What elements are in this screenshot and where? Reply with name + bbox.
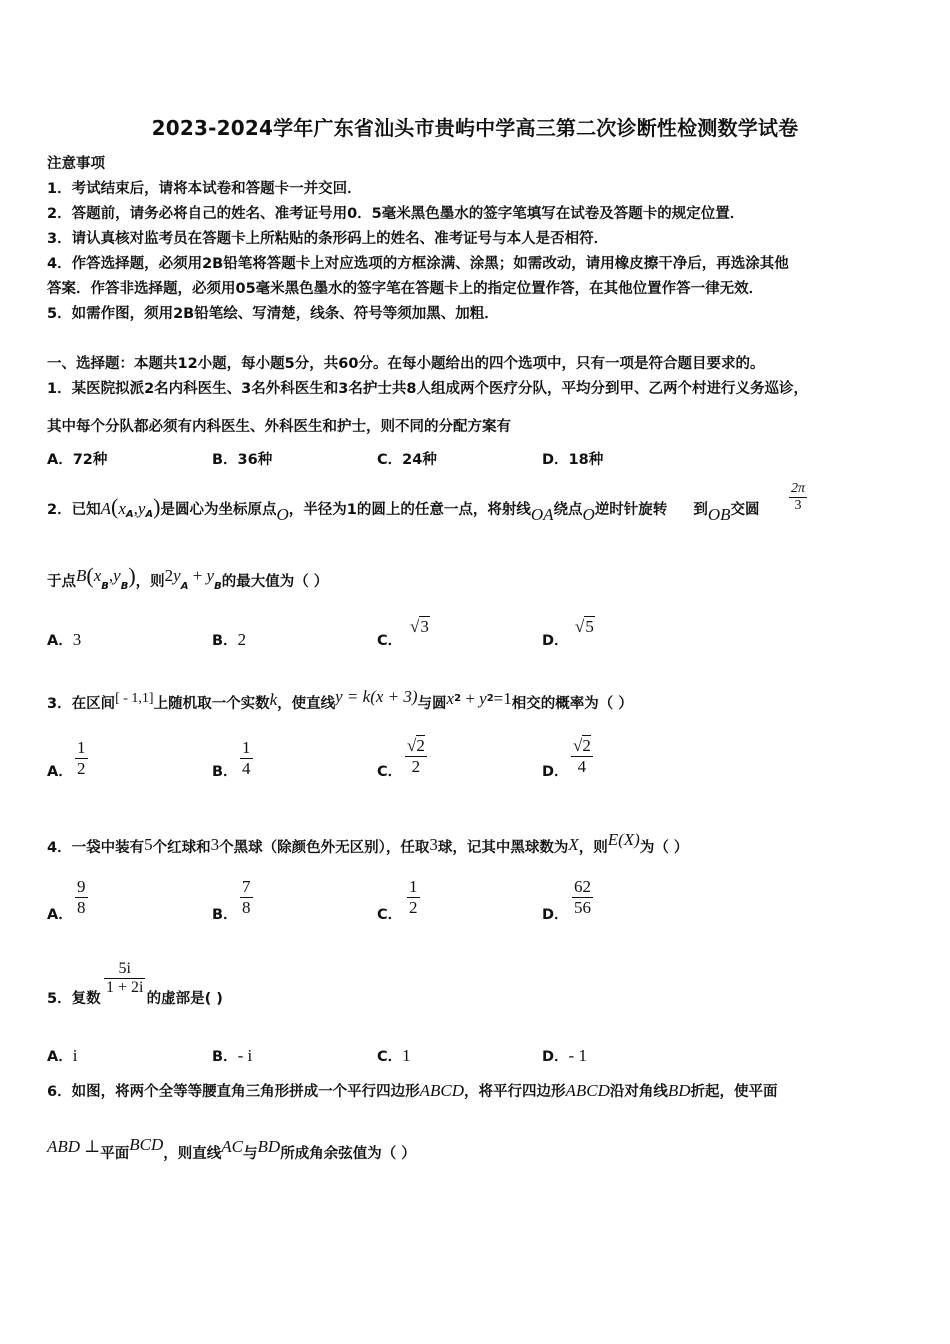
q4-x: X [568, 835, 579, 854]
option-label: C． [377, 1049, 403, 1065]
sqrt-radicand: 5 [585, 617, 594, 636]
page-title: 2023-2024学年广东省汕头市贵屿中学高三第二次诊断性检测数学试卷 [151, 116, 799, 140]
frac-den: 2 [409, 898, 418, 917]
q4-ex: E(X) [607, 830, 640, 849]
q3-text: ，使直线 [277, 696, 336, 712]
frac-den: 2 [77, 759, 86, 778]
q6-text: 折起，使平面 [690, 1084, 778, 1100]
q4-num-3b: 3 [429, 835, 438, 854]
sqrt-radicand: 3 [420, 617, 429, 636]
q2-option-c-sqrt: √3 [410, 617, 429, 636]
q2-yb2: y [206, 566, 215, 585]
notice-item: 答案．作答非选择题，必须用05毫米黑色墨水的签字笔在答题卡上的指定位置作答，在其他位置作答一律无效． [47, 281, 764, 297]
q2-xb: x [93, 566, 102, 585]
option-label: B． [212, 633, 238, 649]
q2-text: 交圆 [730, 502, 760, 518]
q6-text: 所成角余弦值为（ ） [280, 1146, 416, 1162]
q2-ya: y [137, 499, 146, 518]
q2-text: 绕点 [553, 502, 583, 518]
q4-text: 个红球和 [152, 840, 211, 856]
option-label: C． [377, 633, 403, 649]
notice-item: 1．考试结束后，请将本试卷和答题卡一并交回． [47, 181, 362, 197]
q2-xa: x [118, 499, 126, 518]
q4-option-c: C． [377, 907, 403, 923]
q2-text: 2．已知 [47, 502, 101, 518]
q4-option-d: D． [542, 907, 569, 923]
q3-circle-rhs: =1 [493, 689, 512, 708]
frac-den: 8 [77, 898, 86, 917]
frac-num: 7 [242, 877, 251, 896]
q3-option-a: A． [47, 764, 73, 780]
q4-option-c-fraction [407, 877, 420, 918]
q3-text: 3．在区间 [47, 696, 116, 712]
q4-option-b-fraction [240, 877, 253, 918]
question-3: 3．在区间[ - 1,1]上随机取一个实数k，使直线y = k(x + 3)与圆$x^2 + y^2=1$相交的概率为（ ） [47, 687, 633, 712]
q2-yb: y [113, 566, 121, 585]
q2-sub: A [180, 581, 189, 592]
q6-text: 6．如图，将两个全等等腰直角三角形拼成一个平行四边形 [47, 1084, 420, 1100]
notice-item: 3．请认真核对监考员在答题卡上所粘贴的条形码上的姓名、准考证号与本人是否相符． [47, 231, 609, 247]
option-label: B． [212, 1049, 238, 1065]
q2-rot-num: 2π [791, 481, 806, 496]
q3-text: 上随机取一个实数 [153, 696, 270, 712]
q2-text: 逆时针旋转 [594, 502, 668, 518]
q3-line-equation: y = k(x + 3) [335, 687, 418, 706]
q2-text: ，半径为1的圆上的任意一点，将射线 [288, 502, 531, 518]
q2-text: 是圆心为坐标原点 [160, 502, 277, 518]
frac-den: 8 [242, 898, 251, 917]
frac-num: 1 [242, 738, 251, 757]
q6-text: ，将平行四边形 [463, 1084, 566, 1100]
notice-heading: 注意事项 [47, 156, 105, 172]
frac-den: 4 [242, 759, 251, 778]
frac-den: 56 [574, 898, 591, 917]
frac-num: 1 [409, 877, 418, 896]
q3-option-a-fraction [75, 738, 88, 779]
frac-num: 1 [77, 738, 86, 757]
q6-bd: BD [667, 1081, 691, 1100]
q6-text: 沿对角线 [609, 1084, 668, 1100]
question-1-line-2: 其中每个分队都必须有内科医生、外科医生和护士，则不同的分配方案有 [47, 419, 511, 435]
frac-num: 62 [574, 877, 591, 896]
q1-option-a: A．72种 [47, 452, 108, 468]
q2-two: 2 [164, 566, 174, 585]
q4-option-a-fraction [75, 877, 88, 918]
q2-ob: OB [707, 505, 731, 524]
q2-sub: B [214, 581, 222, 592]
q6-bd: BD [257, 1137, 281, 1156]
question-2-line-1: 2．已知$A(x_A,y_A)$是圆心为坐标原点O，半径为1的圆上的任意一点，将射线OA绕点O逆时针旋转 到OB交圆 [47, 494, 760, 524]
q2-sub: B [120, 581, 129, 592]
q4-option-b: B． [212, 907, 238, 923]
q2-text: 的最大值为（ ） [221, 574, 329, 590]
notice-item: 2．答题前，请务必将自己的姓名、准考证号用0．5毫米黑色墨水的签字笔填写在试卷及答题卡的规定位置． [47, 206, 745, 222]
q6-abd: ABD ⊥ [47, 1137, 101, 1156]
q2-o: O [582, 505, 595, 524]
q6-ac: AC [221, 1137, 244, 1156]
q3-option-b: B． [212, 764, 238, 780]
q4-num-3: 3 [210, 835, 220, 854]
frac-num-radicand: 2 [416, 736, 425, 755]
frac-num: 5i [118, 960, 131, 977]
frac-num: 9 [77, 877, 86, 896]
q5-fraction [104, 960, 145, 997]
q2-rotation-fraction [789, 481, 807, 514]
q1-option-c: C．24种 [377, 452, 437, 468]
option-value: 1 [402, 1046, 411, 1065]
q2-point-b: B [76, 566, 87, 585]
q2-ya2: y [173, 566, 181, 585]
option-value: - 1 [568, 1046, 587, 1065]
q2-option-c [377, 629, 402, 650]
option-label: D． [542, 1049, 569, 1065]
q3-option-d: D． [542, 764, 569, 780]
frac-den: 2 [411, 757, 421, 776]
q4-option-a: A． [47, 907, 73, 923]
notice-item: 4．作答选择题，必须用2B铅笔将答题卡上对应选项的方框涂满、涂黑；如需改动，请用橡皮擦干净后，再选涂其他 [47, 256, 789, 272]
option-label: A． [47, 1049, 73, 1065]
q2-sub: A [125, 509, 134, 520]
q3-text: 与圆 [417, 696, 447, 712]
question-6-line-2 [47, 1135, 416, 1163]
q2-o: O [276, 505, 289, 524]
q4-text: 球，记其中黑球数为 [437, 840, 569, 856]
q6-bcd: BCD [129, 1135, 164, 1154]
frac-den: 4 [577, 757, 587, 776]
q3-k: k [269, 690, 278, 709]
question-1-line-1: 1．某医院拟派2名内科医生、3名外科医生和3名护士共8人组成两个医疗分队，平均分到甲、乙两个村进行义务巡诊， [47, 381, 808, 397]
q2-point-a: A [100, 499, 111, 518]
q4-text: ，则 [578, 840, 608, 856]
frac-den: 1 + 2i [106, 979, 144, 996]
notice-item: 5．如需作图，须用2B铅笔绘、写清楚，线条、符号等须加黑、加粗． [47, 306, 499, 322]
option-value: i [72, 1046, 78, 1065]
q2-text: 于点 [47, 574, 76, 590]
q5-option-c [377, 1045, 411, 1066]
q4-option-d-fraction [572, 877, 593, 918]
q1-option-d: D．18种 [542, 452, 604, 468]
option-value: 2 [237, 630, 247, 649]
q2-sub: B [101, 581, 109, 592]
q6-abcd: ABCD [419, 1081, 464, 1100]
q3-sup: 2 [454, 693, 462, 704]
q3-option-d-fraction: √2 4 [573, 736, 591, 776]
q2-rot-den: 3 [794, 498, 802, 513]
q4-text: 4．一袋中装有 [47, 840, 145, 856]
option-label: A． [47, 633, 73, 649]
q3-interval: [ - 1,1] [115, 691, 154, 706]
q3-option-c: C． [377, 764, 403, 780]
q2-text: 到 [693, 502, 708, 518]
q2-text: ，则 [135, 574, 165, 590]
question-2-line-2: 于点$B(x_B,y_B)$，则$2y_A + y_B$的最大值为（ ） [47, 563, 329, 592]
option-value: 3 [72, 630, 82, 649]
q4-text: 为（ ） [639, 840, 689, 856]
q6-text: ，则直线 [163, 1146, 222, 1162]
q2-option-a [47, 629, 81, 650]
q5-option-d [542, 1045, 587, 1066]
q3-option-c-fraction: √2 2 [407, 736, 425, 776]
q2-option-d [542, 629, 569, 650]
q2-option-d-sqrt: √5 [575, 617, 594, 636]
q5-text: 5．复数 [47, 991, 101, 1007]
q3-sup: 2 [486, 693, 494, 704]
frac-num-radicand: 2 [582, 736, 591, 755]
section-heading: 一、选择题：本题共12小题，每小题5分，共60分。在每小题给出的四个选项中，只有一项是符合题目要求的。 [47, 356, 765, 372]
q5-text: 的虚部是( ) [146, 991, 223, 1007]
q1-option-b: B．36种 [212, 452, 273, 468]
q5-option-a [47, 1045, 77, 1066]
q5-option-b [212, 1045, 252, 1066]
q6-text: 平面 [100, 1146, 130, 1162]
q2-option-b [212, 629, 246, 650]
q6-abcd: ABCD [565, 1081, 610, 1100]
option-value: - i [237, 1046, 253, 1065]
q3-option-b-fraction [240, 738, 253, 779]
q4-num-5: 5 [144, 835, 153, 854]
q3-circle-y: y [479, 689, 487, 708]
q2-plus: + [192, 566, 203, 585]
option-label: D． [542, 633, 569, 649]
question-6-line-1 [47, 1080, 778, 1101]
q2-sub: A [145, 509, 154, 520]
q6-text: 与 [243, 1146, 258, 1162]
q3-text: 相交的概率为（ ） [511, 696, 633, 712]
question-4 [47, 830, 688, 857]
q4-text: 个黑球（除颜色外无区别），任取 [219, 840, 430, 856]
q2-oa: OA [530, 505, 554, 524]
q3-circle-x: x [446, 689, 455, 708]
